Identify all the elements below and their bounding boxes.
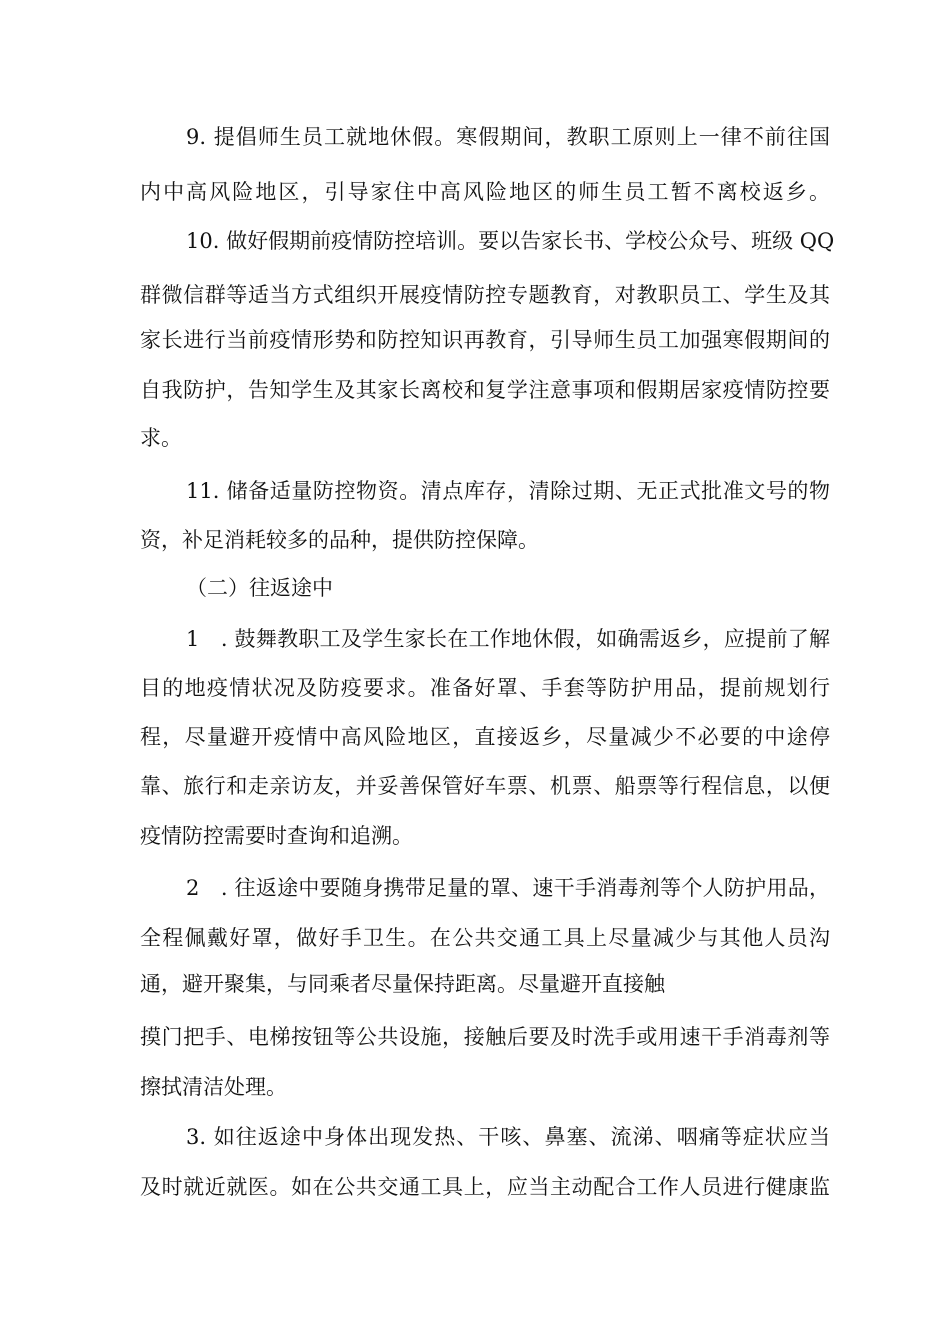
- text-line: 自我防护，告知学生及其家长离校和复学注意事项和假期居家疫情防控要: [140, 378, 830, 402]
- text-line: 通，避开聚集，与同乘者尽量保持距离。尽量避开直接触: [140, 972, 665, 996]
- text-line: 擦拭清洁处理。: [140, 1075, 287, 1099]
- text-line: 2 . 往返途中要随身携带足量的罩、速干手消毒剂等个人防护用品，: [186, 876, 830, 900]
- text-line: 内中高风险地区，引导家住中高风险地区的师生员工暂不离校返乡。: [140, 180, 830, 204]
- text-line: 疫情防控需要时查询和追溯。: [140, 824, 413, 848]
- text-line: 靠、旅行和走亲访友，并妥善保管好车票、机票、船票等行程信息，以便: [140, 774, 830, 798]
- text-line: 摸门把手、电梯按钮等公共设施，接触后要及时洗手或用速干手消毒剂等: [140, 1025, 830, 1049]
- text-line: 及时就近就医。如在公共交通工具上，应当主动配合工作人员进行健康监: [140, 1175, 830, 1199]
- text-line: 3. 如往返途中身体出现发热、干咳、鼻塞、流涕、咽痛等症状应当: [186, 1125, 830, 1149]
- text-line: 目的地疫情状况及防疫要求。准备好罩、手套等防护用品，提前规划行: [140, 676, 830, 700]
- text-line: 群微信群等适当方式组织开展疫情防控专题教育，对教职员工、学生及其: [140, 283, 830, 307]
- text-line: 求。: [140, 426, 182, 450]
- text-line: 程，尽量避开疫情中高风险地区，直接返乡，尽量减少不必要的中途停: [140, 725, 830, 749]
- section-heading: （二）往返途中: [186, 576, 333, 600]
- text-line: 家长进行当前疫情形势和防控知识再教育，引导师生员工加强寒假期间的: [140, 328, 830, 352]
- text-line: 全程佩戴好罩，做好手卫生。在公共交通工具上尽量减少与其他人员沟: [140, 926, 830, 950]
- text-line: 11. 储备适量防控物资。清点库存，清除过期、无正式批准文号的物: [186, 479, 830, 503]
- text-line: 资，补足消耗较多的品种，提供防控保障。: [140, 528, 539, 552]
- text-line: 10. 做好假期前疫情防控培训。要以告家长书、学校公众号、班级 QQ: [186, 229, 835, 253]
- text-line: 9. 提倡师生员工就地休假。寒假期间，教职工原则上一律不前往国: [186, 125, 830, 149]
- text-line: 1 . 鼓舞教职工及学生家长在工作地休假，如确需返乡，应提前了解: [186, 627, 830, 651]
